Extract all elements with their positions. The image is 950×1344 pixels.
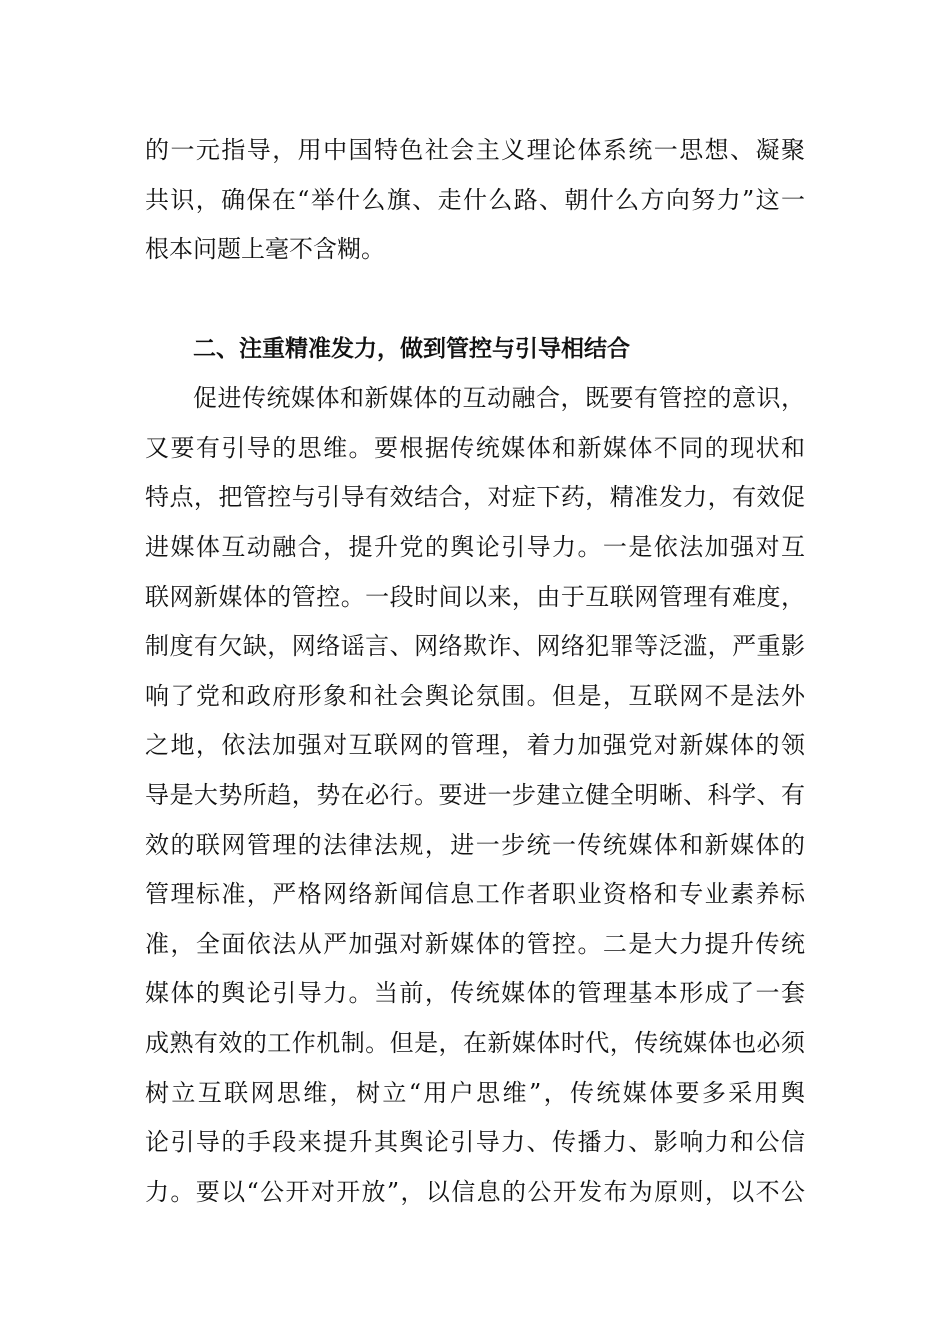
- paragraph-line: 管理标准，严格网络新闻信息工作者职业资格和专业素养标: [145, 880, 805, 908]
- paragraph-line: 联网新媒体的管控。一段时间以来，由于互联网管理有难度，: [145, 583, 805, 611]
- paragraph-line: 进媒体互动融合，提升党的舆论引导力。一是依法加强对互: [145, 533, 805, 561]
- paragraph-line: 促进传统媒体和新媒体的互动融合，既要有管控的意识，: [193, 384, 805, 412]
- paragraph-line: 的一元指导，用中国特色社会主义理论体系统一思想、凝聚: [145, 136, 805, 164]
- paragraph-line: 媒体的舆论引导力。当前，传统媒体的管理基本形成了一套: [145, 979, 805, 1007]
- paragraph-line: 树立互联网思维，树立“用户思维”，传统媒体要多采用舆: [145, 1079, 805, 1107]
- paragraph-line: 共识，确保在“举什么旗、走什么路、朝什么方向努力”这一: [145, 186, 805, 214]
- paragraph-line: 又要有引导的思维。要根据传统媒体和新媒体不同的现状和: [145, 434, 805, 462]
- paragraph-line: 特点，把管控与引导有效结合，对症下药，精准发力，有效促: [145, 483, 805, 511]
- paragraph-line: 论引导的手段来提升其舆论引导力、传播力、影响力和公信: [145, 1128, 805, 1156]
- paragraph-line: 准，全面依法从严加强对新媒体的管控。二是大力提升传统: [145, 930, 805, 958]
- paragraph-line: 导是大势所趋，势在必行。要进一步建立健全明晰、科学、有: [145, 781, 805, 809]
- paragraph-line: 之地，依法加强对互联网的管理，着力加强党对新媒体的领: [145, 731, 805, 759]
- paragraph-line: 力。要以“公开对开放”，以信息的公开发布为原则，以不公: [145, 1178, 805, 1206]
- paragraph-line: 响了党和政府形象和社会舆论氛围。但是，互联网不是法外: [145, 682, 805, 710]
- paragraph-line: 根本问题上毫不含糊。: [145, 235, 385, 263]
- paragraph-line: 制度有欠缺，网络谣言、网络欺诈、网络犯罪等泛滥，严重影: [145, 632, 805, 660]
- section-heading: 二、注重精准发力，做到管控与引导相结合: [193, 336, 630, 362]
- paragraph-line: 效的联网管理的法律法规，进一步统一传统媒体和新媒体的: [145, 831, 805, 859]
- paragraph-line: 成熟有效的工作机制。但是，在新媒体时代，传统媒体也必须: [145, 1029, 805, 1057]
